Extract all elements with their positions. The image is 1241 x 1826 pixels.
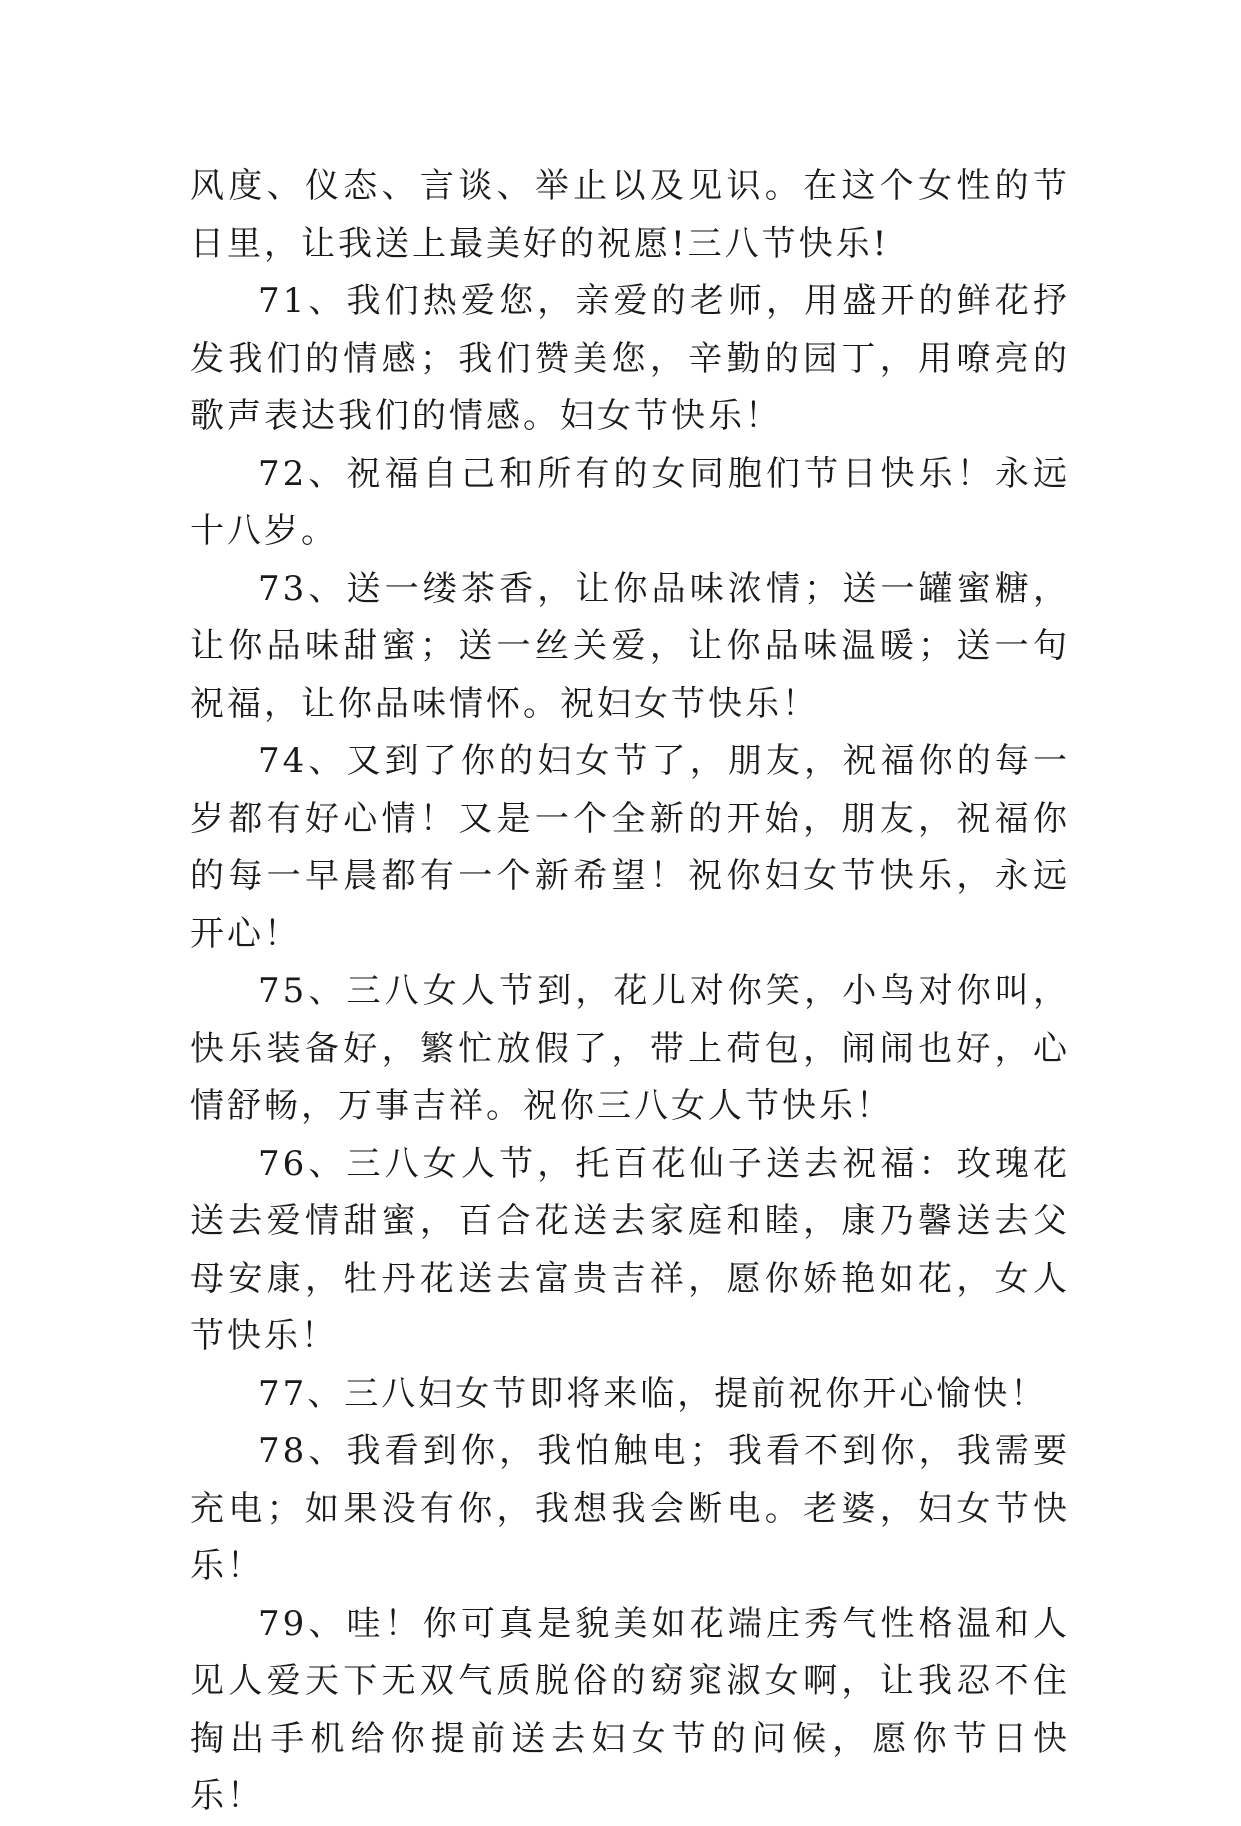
paragraph-76: 76、三八女人节，托百花仙子送去祝福：玫瑰花送去爱情甜蜜，百合花送去家庭和睦，康乃馨送去父母安康，牡丹花送去富贵吉祥，愿你娇艳如花，女人节快乐！ — [190, 1143, 1070, 1356]
paragraph-71: 71、我们热爱您，亲爱的老师，用盛开的鲜花抒发我们的情感；我们赞美您，辛勤的园丁，用嘹亮的歌声表达我们的情感。妇女节快乐！ — [190, 281, 1070, 436]
document-body — [190, 158, 1070, 1826]
paragraph-77: 77、三八妇女节即将来临，提前祝你开心愉快！ — [258, 1373, 1048, 1414]
paragraph-79: 79、哇！你可真是貌美如花端庄秀气性格温和人见人爱天下无双气质脱俗的窈窕淑女啊，让我忍不住掏出手机给你提前送去妇女节的问候，愿你节日快乐！ — [190, 1603, 1070, 1816]
paragraph-74: 74、又到了你的妇女节了，朋友，祝福你的每一岁都有好心情！又是一个全新的开始，朋友，祝福你的每一早晨都有一个新希望！祝你妇女节快乐，永远开心！ — [190, 741, 1070, 954]
paragraph-75: 75、三八女人节到，花儿对你笑，小鸟对你叫，快乐装备好，繁忙放假了，带上荷包，闹闹也好，心情舒畅，万事吉祥。祝你三八女人节快乐！ — [190, 971, 1070, 1126]
paragraph-78: 78、我看到你，我怕触电；我看不到你，我需要充电；如果没有你，我想我会断电。老婆，妇女节快乐！ — [190, 1431, 1070, 1586]
paragraph-72: 72、祝福自己和所有的女同胞们节日快乐！永远十八岁。 — [190, 453, 1070, 551]
paragraph-73: 73、送一缕茶香，让你品味浓情；送一罐蜜糖，让你品味甜蜜；送一丝关爱，让你品味温暖；送一句祝福，让你品味情怀。祝妇女节快乐！ — [190, 568, 1070, 724]
paragraph-continuation: 风度、仪态、言谈、举止以及见识。在这个女性的节日里，让我送上最美好的祝愿!三八节快乐! — [190, 166, 1070, 264]
